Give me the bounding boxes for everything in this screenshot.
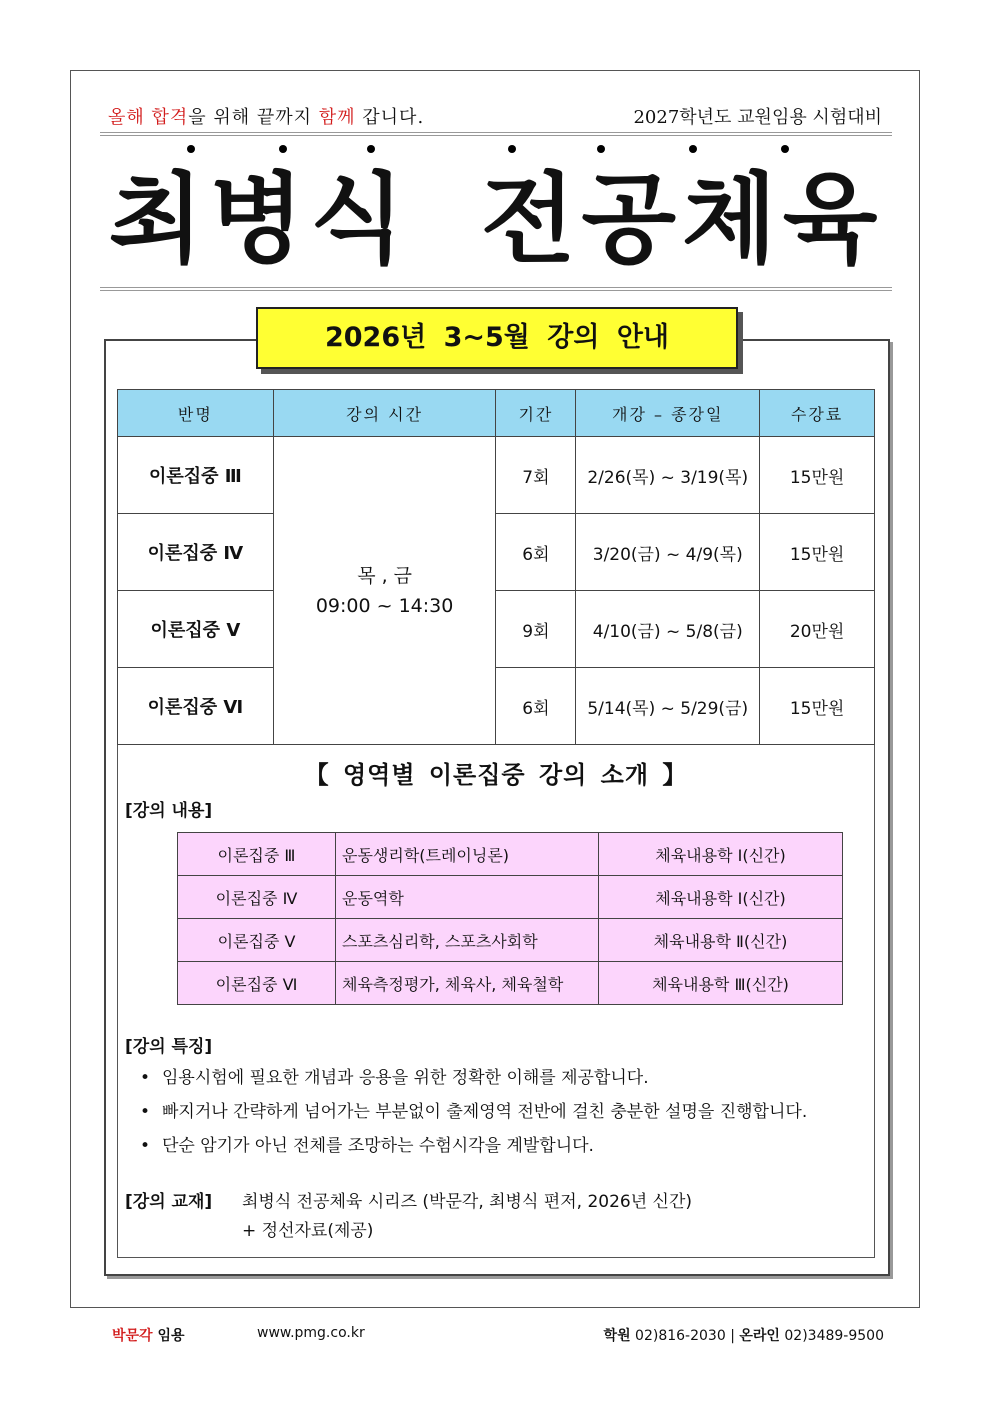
academy-label: 학원: [603, 1328, 631, 1344]
date-range: 4/10(금) ~ 5/8(금): [576, 591, 760, 668]
course-fee: 15만원: [760, 437, 875, 514]
online-label: 온라인: [739, 1328, 780, 1344]
date-range: 2/26(목) ~ 3/19(목): [576, 437, 760, 514]
col-header-dates: 개강 – 종강일: [576, 390, 760, 437]
bullet-icon: •: [140, 1068, 151, 1088]
emphasis-dot: [689, 145, 697, 153]
table-row: [178, 833, 843, 876]
course-fee: 15만원: [760, 514, 875, 591]
features-list: [140, 1063, 807, 1165]
content-subjects: 스포츠심리학, 스포츠사회학: [336, 919, 599, 962]
date-range: 3/20(금) ~ 4/9(목): [576, 514, 760, 591]
contact-separator: |: [725, 1328, 740, 1344]
col-header-sessions: 기간: [496, 390, 576, 437]
tagline: [108, 103, 424, 129]
footer-url-link[interactable]: www.pmg.co.kr: [257, 1325, 365, 1341]
course-fee: 20만원: [760, 591, 875, 668]
content-label: [강의 내용]: [125, 801, 213, 821]
table-row: [118, 514, 875, 591]
table-row: [118, 591, 875, 668]
content-course: 이론집중 Ⅲ: [178, 833, 336, 876]
col-header-fee: 수강료: [760, 390, 875, 437]
footer-brand-logo: [112, 1325, 185, 1345]
tagline-part: 갑니다.: [355, 107, 425, 128]
list-item: [140, 1097, 807, 1131]
schedule-table: [117, 389, 875, 745]
emphasis-dot: [187, 145, 195, 153]
emphasis-dot: [508, 145, 516, 153]
content-course: 이론집중 Ⅵ: [178, 962, 336, 1005]
title-dots: [0, 145, 992, 157]
course-name: 이론집중 Ⅲ: [118, 437, 274, 514]
main-title: 최병식 전공체육: [108, 163, 884, 277]
header-rule: [100, 132, 892, 136]
bullet-icon: •: [140, 1136, 151, 1156]
feature-text: 임용시험에 필요한 개념과 응용을 위한 정확한 이해를 제공합니다.: [162, 1068, 649, 1088]
content-book: 체육내용학 Ⅰ(신간): [599, 833, 843, 876]
table-row: [118, 437, 875, 514]
class-days: 목 , 금: [357, 564, 413, 587]
class-hours: 09:00 ~ 14:30: [315, 594, 454, 617]
online-phone: 02)3489-9500: [779, 1328, 884, 1344]
brand-suffix: 임용: [152, 1328, 185, 1344]
col-header-time: 강의 시간: [273, 390, 496, 437]
tagline-part: 올해: [108, 107, 152, 128]
session-count: 9회: [496, 591, 576, 668]
exam-label: 2027학년도 교원임용 시험대비: [633, 107, 882, 128]
content-subjects: 운동역학: [336, 876, 599, 919]
emphasis-dot: [279, 145, 287, 153]
feature-text: 빠지거나 간략하게 넘어가는 부분없이 출제영역 전반에 걸친 충분한 설명을 진행합니다.: [162, 1102, 808, 1122]
session-count: 7회: [496, 437, 576, 514]
textbook-label: [강의 교재]: [125, 1192, 213, 1212]
content-course: 이론집중 Ⅴ: [178, 919, 336, 962]
content-course: 이론집중 Ⅳ: [178, 876, 336, 919]
col-header-course: 반명: [118, 390, 274, 437]
table-row: [178, 919, 843, 962]
session-count: 6회: [496, 514, 576, 591]
list-item: [140, 1131, 807, 1165]
emphasis-dot: [597, 145, 605, 153]
content-book: 체육내용학 Ⅰ(신간): [599, 876, 843, 919]
textbook-title: 최병식 전공체육 시리즈 (박문각, 최병식 편저, 2026년 신간): [242, 1192, 693, 1212]
features-label: [강의 특징]: [125, 1037, 213, 1057]
content-book: 체육내용학 Ⅱ(신간): [599, 919, 843, 962]
academy-phone: 02)816-2030: [630, 1328, 726, 1344]
date-range: 5/14(목) ~ 5/29(금): [576, 668, 760, 745]
session-count: 6회: [496, 668, 576, 745]
course-name: 이론집중 Ⅳ: [118, 514, 274, 591]
course-fee: 15만원: [760, 668, 875, 745]
table-row: [178, 962, 843, 1005]
footer-contact: [604, 1325, 884, 1345]
schedule-header-row: [118, 390, 875, 437]
title-rule: [100, 287, 892, 291]
textbook-extra: + 정선자료(제공): [242, 1221, 374, 1241]
class-time: [273, 437, 496, 745]
table-row: [178, 876, 843, 919]
table-row: [118, 668, 875, 745]
content-table: [177, 832, 843, 1005]
content-subjects: 운동생리학(트레이닝론): [336, 833, 599, 876]
emphasis-dot: [367, 145, 375, 153]
tagline-highlight: 함께: [318, 107, 356, 128]
brand-name: 박문각: [112, 1328, 153, 1344]
content-subjects: 체육측정평가, 체육사, 체육철학: [336, 962, 599, 1005]
content-book: 체육내용학 Ⅲ(신간): [599, 962, 843, 1005]
tagline-part: 을 위해 끝까지: [188, 107, 319, 128]
emphasis-dot: [781, 145, 789, 153]
schedule-banner: 2026년 3~5월 강의 안내: [256, 307, 738, 369]
list-item: [140, 1063, 807, 1097]
course-name: 이론집중 Ⅵ: [118, 668, 274, 745]
bullet-icon: •: [140, 1102, 151, 1122]
feature-text: 단순 암기가 아닌 전체를 조망하는 수험시각을 계발합니다.: [162, 1136, 594, 1156]
intro-section-title: 【 영역별 이론집중 강의 소개 】: [304, 761, 688, 789]
tagline-highlight: 합격: [151, 107, 189, 128]
course-name: 이론집중 Ⅴ: [118, 591, 274, 668]
